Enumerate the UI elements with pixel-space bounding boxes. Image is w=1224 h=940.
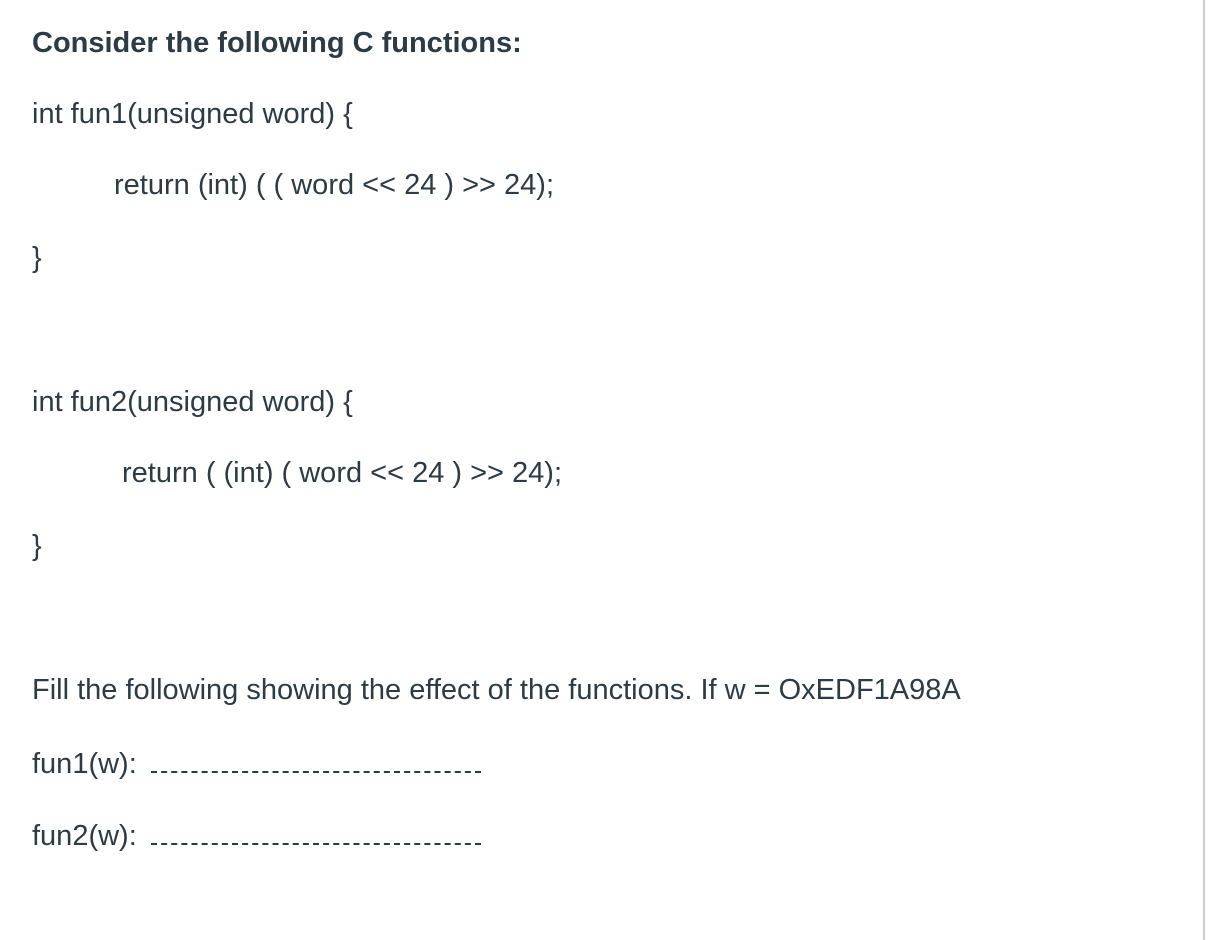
fun1-closing-brace: } <box>32 242 42 274</box>
content-right-border <box>1203 0 1205 940</box>
fun1-answer-row <box>32 745 481 782</box>
fun2-signature: int fun2(unsigned word) { <box>32 386 353 418</box>
fun1-signature: int fun1(unsigned word) { <box>32 98 353 130</box>
question-title: Consider the following C functions: <box>32 27 522 59</box>
instruction-text: Fill the following showing the effect of the functions. If w = OxEDF1A98A <box>32 674 961 706</box>
fun1-body: return (int) ( ( word << 24 ) >> 24); <box>114 169 555 201</box>
fun2-answer-blank[interactable] <box>151 817 481 845</box>
fun2-answer-label: fun2(w): <box>32 820 137 852</box>
fun2-answer-row <box>32 817 481 854</box>
fun1-answer-blank[interactable] <box>151 745 481 773</box>
fun2-body: return ( (int) ( word << 24 ) >> 24); <box>122 457 563 489</box>
fun1-answer-label: fun1(w): <box>32 748 137 780</box>
fun2-closing-brace: } <box>32 530 42 562</box>
